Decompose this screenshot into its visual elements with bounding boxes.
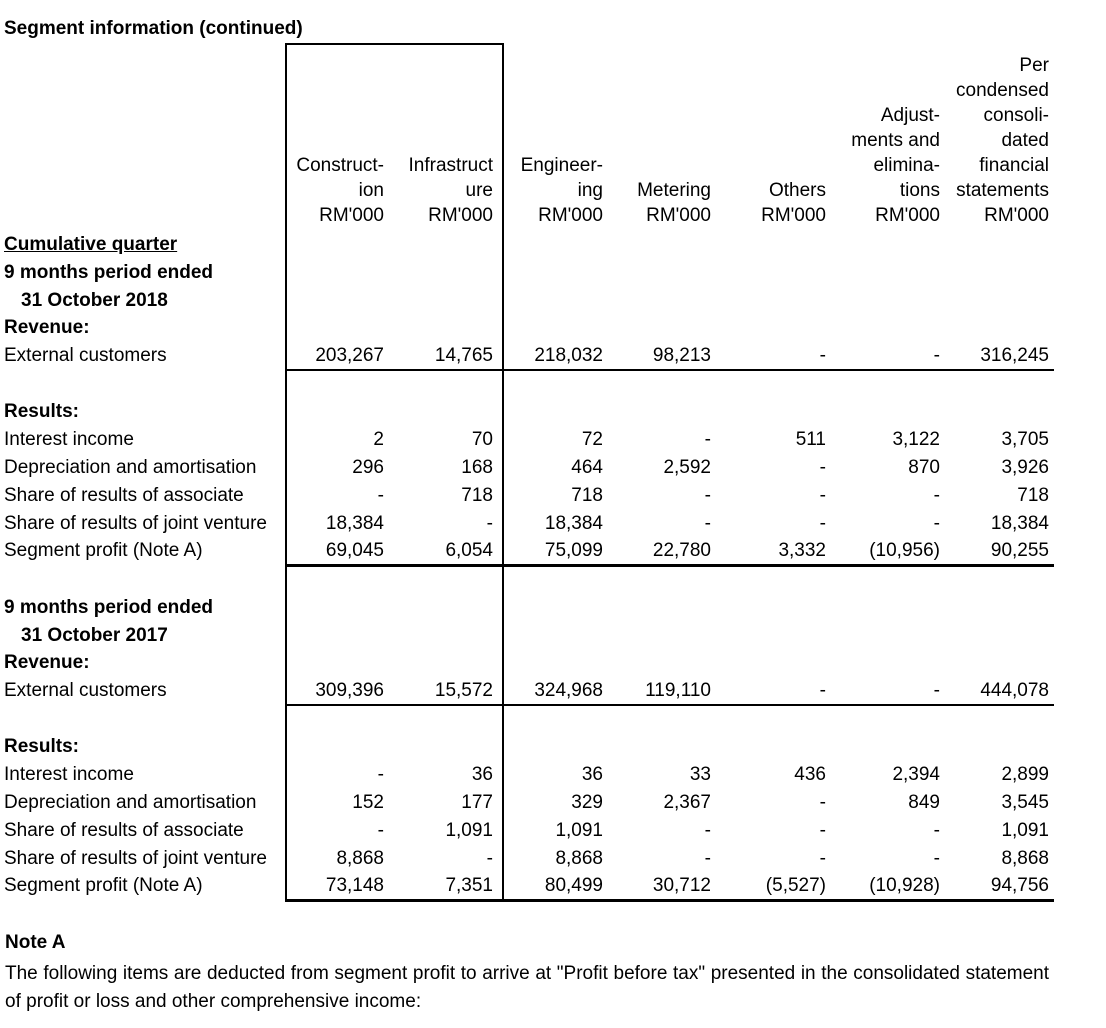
cell-value: 22,780 (652, 540, 711, 561)
cell-value: (10,956) (869, 540, 940, 561)
cell-value: 7,351 (445, 875, 493, 896)
column-header-line: Others (768, 180, 826, 201)
cell-value: 3,545 (1001, 792, 1049, 813)
cell-value: 90,255 (990, 540, 1049, 561)
cell-value: 2,394 (892, 764, 940, 785)
block-bottom-border (285, 564, 1054, 567)
cell-value: - (819, 457, 826, 478)
cell-value: 69,045 (325, 540, 384, 561)
cumulative-quarter-label: Cumulative quarter (4, 234, 178, 255)
box-right-border (502, 43, 504, 900)
cell-value: - (933, 680, 940, 701)
column-header-line: Engineer- (520, 155, 603, 176)
cell-value: 33 (689, 764, 711, 785)
cell-value: 511 (795, 429, 826, 450)
cell-value: - (704, 513, 711, 534)
revenue-label: Revenue: (4, 652, 90, 673)
row-label: Segment profit (Note A) (4, 875, 203, 896)
results-label: Results: (4, 736, 79, 757)
cell-value: 98,213 (652, 345, 711, 366)
cell-value: 36 (471, 764, 493, 785)
cell-value: 8,868 (336, 848, 384, 869)
page-title: Segment information (continued) (4, 18, 303, 39)
cell-value: 203,267 (315, 345, 384, 366)
column-header-line: ion (358, 180, 384, 201)
note-a-title: Note A (5, 932, 66, 953)
row-label: Interest income (4, 429, 134, 450)
period-date: 31 October 2017 (21, 625, 168, 646)
row-label: Depreciation and amortisation (4, 457, 257, 478)
column-header-line: ments and (851, 130, 940, 151)
cell-value: 119,110 (645, 680, 711, 701)
cell-value: (10,928) (869, 875, 940, 896)
note-a-text: The following items are deducted from segment profit to arrive at "Profit before tax" presented in the consolidated statement of profit or loss and other comprehensive income: (5, 963, 1049, 1012)
column-header-line: Construct- (296, 155, 384, 176)
cell-value: 30,712 (652, 875, 711, 896)
cell-value: 14,765 (434, 345, 493, 366)
row-separator (285, 704, 1054, 706)
cell-value: 1,091 (1001, 820, 1049, 841)
row-label: Share of results of joint venture (4, 513, 267, 534)
cell-value: - (819, 792, 826, 813)
column-header-line: tions (899, 180, 940, 201)
column-header-line: Per (1019, 55, 1049, 76)
column-header-line: dated (1001, 130, 1049, 151)
cell-value: - (377, 485, 384, 506)
cell-value: 36 (581, 764, 603, 785)
period-date: 31 October 2018 (21, 290, 168, 311)
cell-value: - (819, 513, 826, 534)
cell-value: - (377, 820, 384, 841)
cell-value: - (819, 345, 826, 366)
row-label: External customers (4, 345, 167, 366)
cell-value: - (933, 485, 940, 506)
cell-value: 436 (794, 764, 826, 785)
row-label: Share of results of joint venture (4, 848, 267, 869)
cell-value: 444,078 (980, 680, 1049, 701)
cell-value: 718 (1017, 485, 1049, 506)
cell-value: 324,968 (534, 680, 603, 701)
period-heading: 9 months period ended (4, 262, 214, 283)
cell-value: 309,396 (315, 680, 384, 701)
column-unit: RM'000 (984, 205, 1049, 226)
cell-value: 718 (461, 485, 493, 506)
cell-value: 218,032 (534, 345, 603, 366)
cell-value: 2,367 (663, 792, 711, 813)
column-header-line: condensed (956, 80, 1049, 101)
box-left-border (285, 43, 287, 900)
cell-value: 18,384 (990, 513, 1049, 534)
cell-value: - (704, 485, 711, 506)
column-unit: RM'000 (875, 205, 940, 226)
cell-value: 3,926 (1001, 457, 1049, 478)
cell-value: - (819, 485, 826, 506)
results-label: Results: (4, 401, 79, 422)
cell-value: 152 (352, 792, 384, 813)
cell-value: 2 (373, 429, 384, 450)
revenue-label: Revenue: (4, 317, 90, 338)
cell-value: 870 (908, 457, 940, 478)
column-header-line: Metering (637, 180, 711, 201)
cell-value: 72 (581, 429, 603, 450)
cell-value: 177 (461, 792, 493, 813)
cell-value: 70 (471, 429, 493, 450)
cell-value: 18,384 (325, 513, 384, 534)
row-label: Interest income (4, 764, 134, 785)
column-header-line: statements (956, 180, 1049, 201)
cell-value: 296 (352, 457, 384, 478)
cell-value: 168 (461, 457, 493, 478)
cell-value: 8,868 (555, 848, 603, 869)
cell-value: - (819, 680, 826, 701)
cell-value: 464 (571, 457, 603, 478)
column-header-line: elimina- (873, 155, 940, 176)
column-header-line: Adjust- (880, 105, 940, 126)
cell-value: 73,148 (325, 875, 384, 896)
cell-value: 1,091 (555, 820, 603, 841)
cell-value: 3,122 (892, 429, 940, 450)
cell-value: - (933, 513, 940, 534)
row-label: Depreciation and amortisation (4, 792, 257, 813)
cell-value: 94,756 (990, 875, 1049, 896)
cell-value: 3,332 (778, 540, 826, 561)
row-label: Segment profit (Note A) (4, 540, 203, 561)
block-bottom-border (285, 899, 1054, 902)
cell-value: - (819, 820, 826, 841)
column-unit: RM'000 (319, 205, 384, 226)
row-separator (285, 369, 1054, 371)
cell-value: - (819, 848, 826, 869)
cell-value: 3,705 (1001, 429, 1049, 450)
column-header-line: ure (465, 180, 493, 201)
column-header-line: financial (979, 155, 1049, 176)
cell-value: 18,384 (544, 513, 603, 534)
box-top-border (285, 43, 504, 45)
cell-value: - (377, 764, 384, 785)
column-unit: RM'000 (538, 205, 603, 226)
column-header-line: Infrastruct (408, 155, 493, 176)
cell-value: - (486, 848, 493, 869)
cell-value: 1,091 (445, 820, 493, 841)
cell-value: 718 (571, 485, 603, 506)
cell-value: - (704, 820, 711, 841)
cell-value: 316,245 (980, 345, 1049, 366)
cell-value: - (933, 820, 940, 841)
cell-value: - (704, 848, 711, 869)
cell-value: 8,868 (1001, 848, 1049, 869)
column-header-line: consoli- (983, 105, 1049, 126)
cell-value: - (933, 345, 940, 366)
row-label: Share of results of associate (4, 485, 244, 506)
column-unit: RM'000 (428, 205, 493, 226)
cell-value: 2,899 (1001, 764, 1049, 785)
cell-value: 6,054 (445, 540, 493, 561)
cell-value: 75,099 (544, 540, 603, 561)
cell-value: 329 (571, 792, 603, 813)
column-unit: RM'000 (761, 205, 826, 226)
column-unit: RM'000 (646, 205, 711, 226)
row-label: Share of results of associate (4, 820, 244, 841)
column-header-line: ing (577, 180, 603, 201)
row-label: External customers (4, 680, 167, 701)
cell-value: 80,499 (544, 875, 603, 896)
cell-value: - (933, 848, 940, 869)
period-heading: 9 months period ended (4, 597, 214, 618)
cell-value: (5,527) (765, 875, 826, 896)
cell-value: 15,572 (434, 680, 493, 701)
cell-value: - (704, 429, 711, 450)
cell-value: 2,592 (663, 457, 711, 478)
cell-value: 849 (908, 792, 940, 813)
cell-value: - (486, 513, 493, 534)
